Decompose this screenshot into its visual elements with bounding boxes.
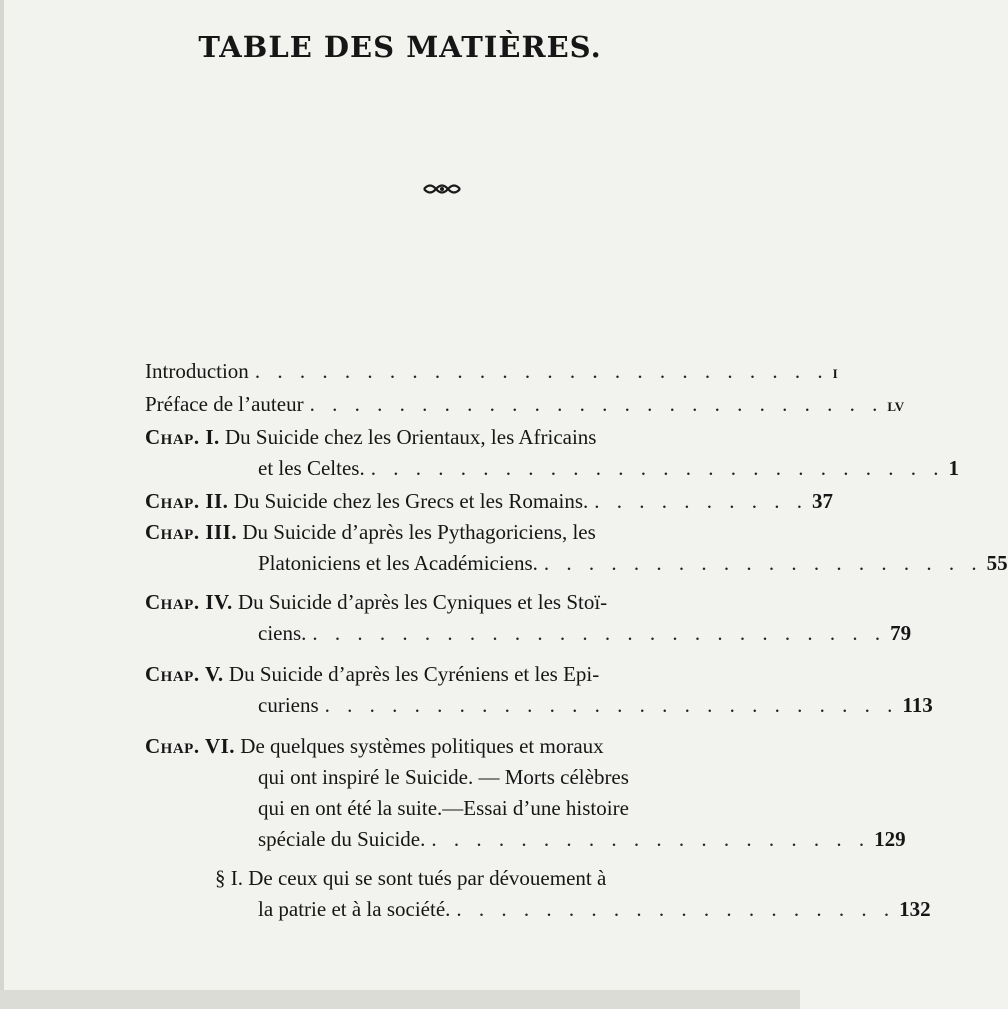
- toc-label: Introduction: [145, 359, 249, 383]
- toc-page-number: LV: [887, 399, 905, 414]
- dot-leader: . . . . . . . . . . . . . . . . . . . .: [456, 897, 896, 921]
- toc-entry-introduction[interactable]: [145, 356, 838, 389]
- toc-label: Du Suicide d’après les Cyréniens et les Epi-: [228, 662, 600, 686]
- toc-page-number: 132: [899, 897, 931, 921]
- toc-label: Préface de l’auteur: [145, 392, 304, 416]
- toc-label: curiens: [258, 693, 319, 717]
- toc-page-number: I: [832, 366, 838, 381]
- dot-leader: . . . . . . . . . . . . . . . . . . . .: [543, 551, 983, 575]
- toc-label: ciens.: [258, 621, 307, 645]
- toc-label: De quelques systèmes politiques et moraux: [240, 734, 604, 758]
- dot-leader: . . . . . . . . . . . . . . . . . . . . . . . . . .: [312, 621, 887, 645]
- toc-entry-chapter-3[interactable]: [145, 517, 1008, 579]
- toc-entry-chapter-6[interactable]: [145, 731, 906, 855]
- toc-page-number: 37: [812, 489, 834, 513]
- dot-leader: . . . . . . . . . . . . . . . . . . . . . . . . . .: [370, 456, 945, 480]
- chapter-number: Chap. III.: [145, 520, 238, 544]
- page-title: TABLE DES MATIÈRES.: [198, 30, 602, 64]
- dot-leader: . . . . . . . . . . . . . . . . . . . .: [431, 827, 871, 851]
- chapter-number: Chap. VI.: [145, 734, 236, 758]
- toc-label: Du Suicide chez les Orientaux, les Africains: [225, 425, 597, 449]
- dot-leader: . . . . . . . . . . . . . . . . . . . . . . . . . .: [324, 693, 899, 717]
- toc-entry-preface[interactable]: [145, 389, 905, 422]
- dot-leader: . . . . . . . . . .: [594, 489, 809, 513]
- toc-label: Du Suicide d’après les Pythagoriciens, les: [242, 520, 596, 544]
- toc-label: Platoniciens et les Académiciens.: [258, 551, 538, 575]
- ornament-icon: [422, 180, 462, 198]
- dot-leader: . . . . . . . . . . . . . . . . . . . . . . . . . .: [254, 359, 829, 383]
- page-bottom-edge: [0, 990, 800, 1009]
- toc-label: Du Suicide d’après les Cyniques et les Stoï-: [237, 590, 608, 614]
- chapter-number: Chap. II.: [145, 489, 229, 513]
- page-left-edge: [0, 0, 4, 1009]
- toc-entry-chapter-1[interactable]: [145, 422, 959, 484]
- toc-page-number: 113: [902, 693, 933, 717]
- toc-entry-chapter-5[interactable]: [145, 659, 933, 721]
- toc-label: De ceux qui se sont tués par dévouement à: [248, 866, 607, 890]
- toc-label: spéciale du Suicide.: [258, 827, 426, 851]
- toc-page-number: 55: [986, 551, 1008, 575]
- toc-label: et les Celtes.: [258, 456, 365, 480]
- toc-entry-section-1[interactable]: [145, 863, 931, 925]
- toc-page-number: 129: [874, 827, 906, 851]
- toc-page-number: 1: [948, 456, 959, 480]
- toc-label: qui ont inspiré le Suicide. — Morts célèbres: [258, 765, 629, 789]
- section-number: § I.: [215, 866, 243, 890]
- chapter-number: Chap. IV.: [145, 590, 233, 614]
- toc-label: la patrie et à la société.: [258, 897, 451, 921]
- toc-label: qui en ont été la suite.—Essai d’une histoire: [258, 796, 629, 820]
- toc-entry-chapter-4[interactable]: [145, 587, 912, 649]
- chapter-number: Chap. V.: [145, 662, 224, 686]
- toc-page-number: 79: [890, 621, 912, 645]
- toc-label: Du Suicide chez les Grecs et les Romains.: [233, 489, 589, 513]
- chapter-number: Chap. I.: [145, 425, 220, 449]
- dot-leader: . . . . . . . . . . . . . . . . . . . . . . . . . .: [309, 392, 884, 416]
- table-of-contents: [145, 356, 1008, 925]
- toc-entry-chapter-2[interactable]: [145, 486, 834, 517]
